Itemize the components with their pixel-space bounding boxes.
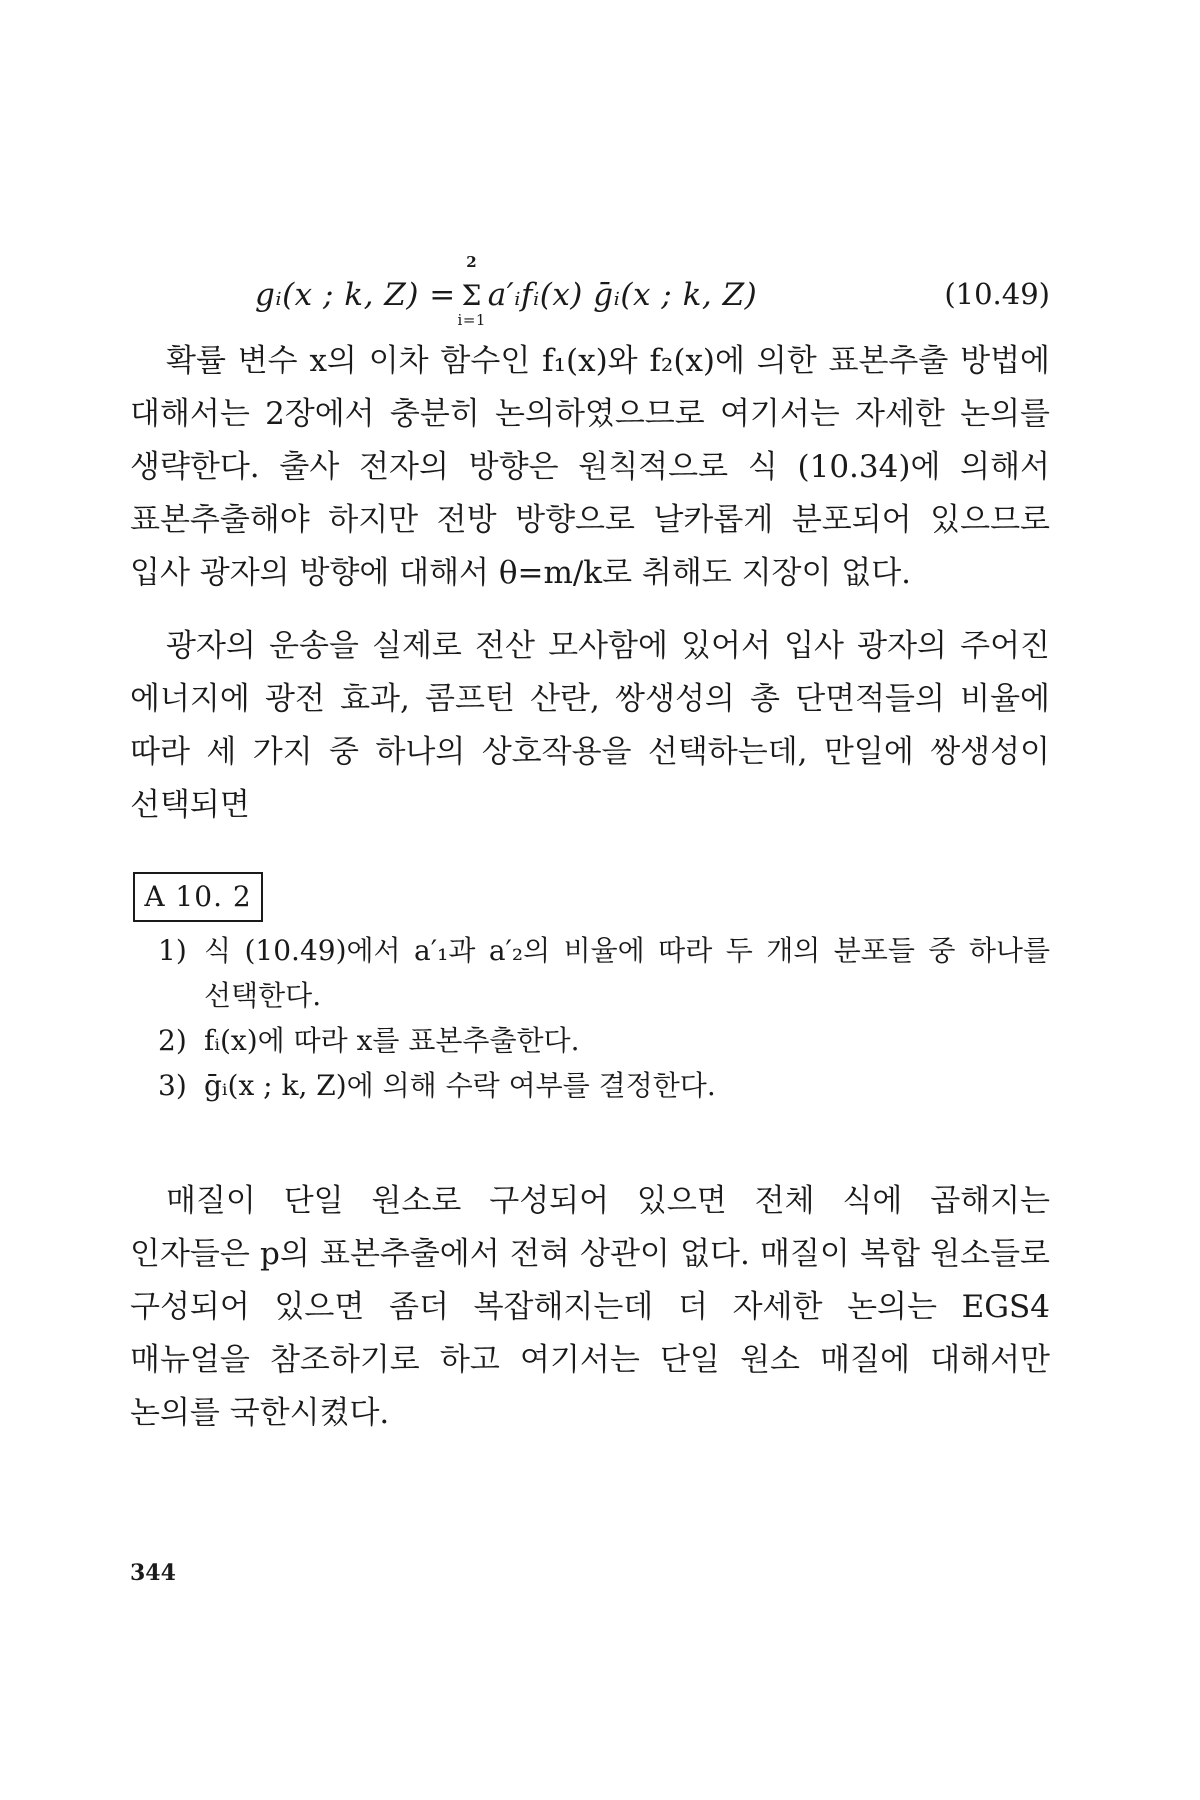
- step-text: fᵢ(x)에 따라 x를 표본추출한다.: [204, 1024, 580, 1057]
- algorithm-label: A 10. 2: [133, 872, 263, 922]
- step-number: 1): [158, 934, 187, 967]
- step-text: 식 (10.49)에서 a′₁과 a′₂의 비율에 따라 두 개의 분포들 중 하나를 선택한다.: [204, 934, 1050, 1012]
- step-number: 2): [158, 1024, 187, 1057]
- sigma-glyph: Σ: [461, 279, 482, 312]
- paragraph-sampling-method: 확률 변수 x의 이차 함수인 f₁(x)와 f₂(x)에 의한 표본추출 방법에 대해서는 2장에서 충분히 논의하였으므로 여기서는 자세한 논의를 생략한다. 출사 전자의 방향은 원칙적으로 식 (10.34)에 의해서 표본추출해야 하지만 전방 방향으로 날카롭게 분포되어 있으므로 입사 광자의 방향에 대해서 θ=m/k로 취해도 지장이 없다.: [130, 343, 1050, 591]
- summation-upper-limit: 2: [466, 253, 478, 271]
- page-number: 344: [130, 1560, 176, 1586]
- algorithm-step: [158, 928, 1050, 1018]
- paragraph-medium-composition: 매질이 단일 원소로 구성되어 있으면 전체 식에 곱해지는 인자들은 p의 표본추출에서 전혀 상관이 없다. 매질이 복합 원소들로 구성되어 있으면 좀더 복잡해지는데 더 자세한 논의는 EGS4 매뉴얼을 참조하기로 하고 여기서는 단일 원소 매질에 대해서만 논의를 국한시켰다.: [130, 1183, 1050, 1431]
- step-text: ḡᵢ(x ; k, Z)에 의해 수락 여부를 결정한다.: [204, 1069, 716, 1102]
- algorithm-step: [158, 1063, 1050, 1108]
- equation-rhs-factor: a′ᵢfᵢ(x): [487, 277, 583, 313]
- equation-formula: [255, 253, 758, 329]
- step-number: 3): [158, 1069, 187, 1102]
- equation-lhs: gᵢ(x ; k, Z) =: [255, 277, 456, 313]
- algorithm-step: [158, 1018, 1050, 1063]
- algorithm-steps: [158, 928, 1050, 1108]
- summation-symbol: [457, 253, 486, 329]
- equation-number: (10.49): [944, 277, 1050, 311]
- summation-lower-limit: i=1: [457, 311, 486, 329]
- paragraph-photon-transport: 광자의 운송을 실제로 전산 모사함에 있어서 입사 광자의 주어진 에너지에 광전 효과, 콤프턴 산란, 쌍생성의 총 단면적들의 비율에 따라 세 가지 중 하나의 상호작용을 선택하는데, 만일에 쌍생성이 선택되면: [130, 628, 1050, 823]
- equation-rhs-bar: ḡᵢ(x ; k, Z): [593, 277, 758, 313]
- equation-10-49: [130, 250, 1050, 340]
